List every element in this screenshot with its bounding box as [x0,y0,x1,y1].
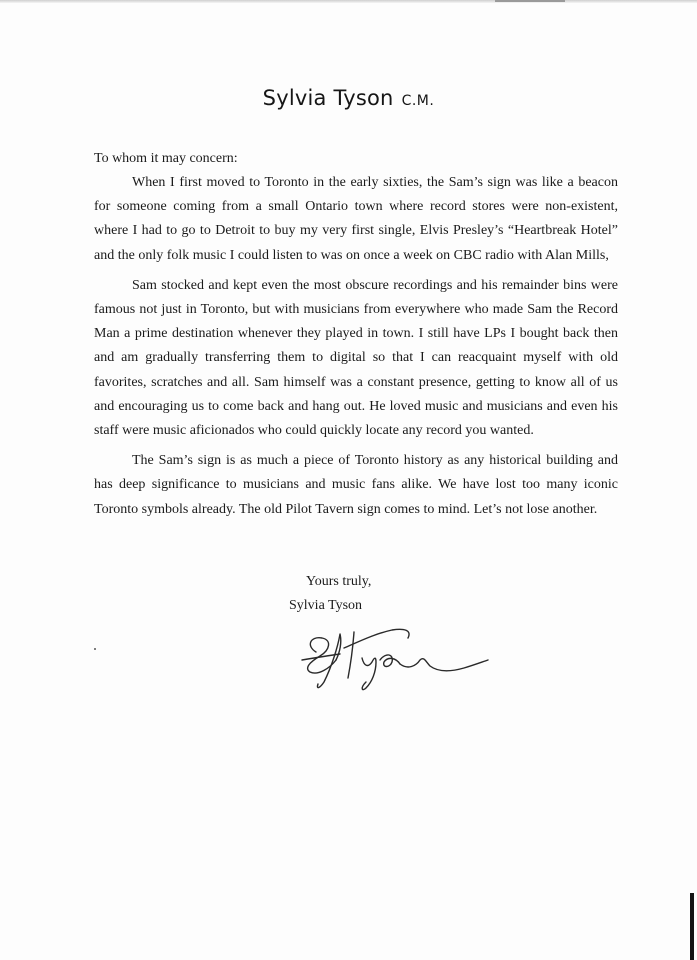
paragraph-2: Sam stocked and kept even the most obscure recordings and his remainder bins were famous not just in Toronto, but with musicians from everywhere who made Sam the Record Man a prime destination whenever they played in town. I still have LPs I bought back then and am gradually transferring them to digital so that I can reacquaint myself with old favorites, scratches and all. Sam himself was a constant presence, getting to know all of us and encouraging us to come back and hang out. He loved music and musicians and even his staff were music aficionados who could quickly locate any record you wanted. [94,277,618,439]
scan-binding-edge [690,893,694,960]
letterhead [0,86,697,110]
salutation: To whom it may concern: [94,151,238,166]
scan-top-edge [0,0,697,3]
paragraph-3: The Sam’s sign is as much a piece of Toronto history as any historical building and has deep significance to musicians and music fans alike. We have lost too many iconic Toronto symbols already. The old Pilot Tavern sign comes to mind. Let’s not lose another. [94,453,618,517]
signer-name: Sylvia Tyson [289,598,363,613]
letter-body [94,171,618,528]
letterhead-name: Sylvia Tyson [262,86,394,110]
scan-edge-mark [495,0,565,2]
paragraph-1: When I first moved to Toronto in the early sixties, the Sam’s sign was like a beacon for someone coming from a small Ontario town where record stores were non-existent, where I had to go to Detroit to buy my very first single, Elvis Presley’s “Heartbreak Hotel” and the only folk music I could listen to was on once a week on CBC radio with Alan Mills, [94,175,618,263]
handwritten-signature-icon [296,612,506,694]
scan-speck [94,648,96,650]
closing: Yours truly, [306,574,372,589]
letterhead-credential: C.M. [401,93,435,109]
